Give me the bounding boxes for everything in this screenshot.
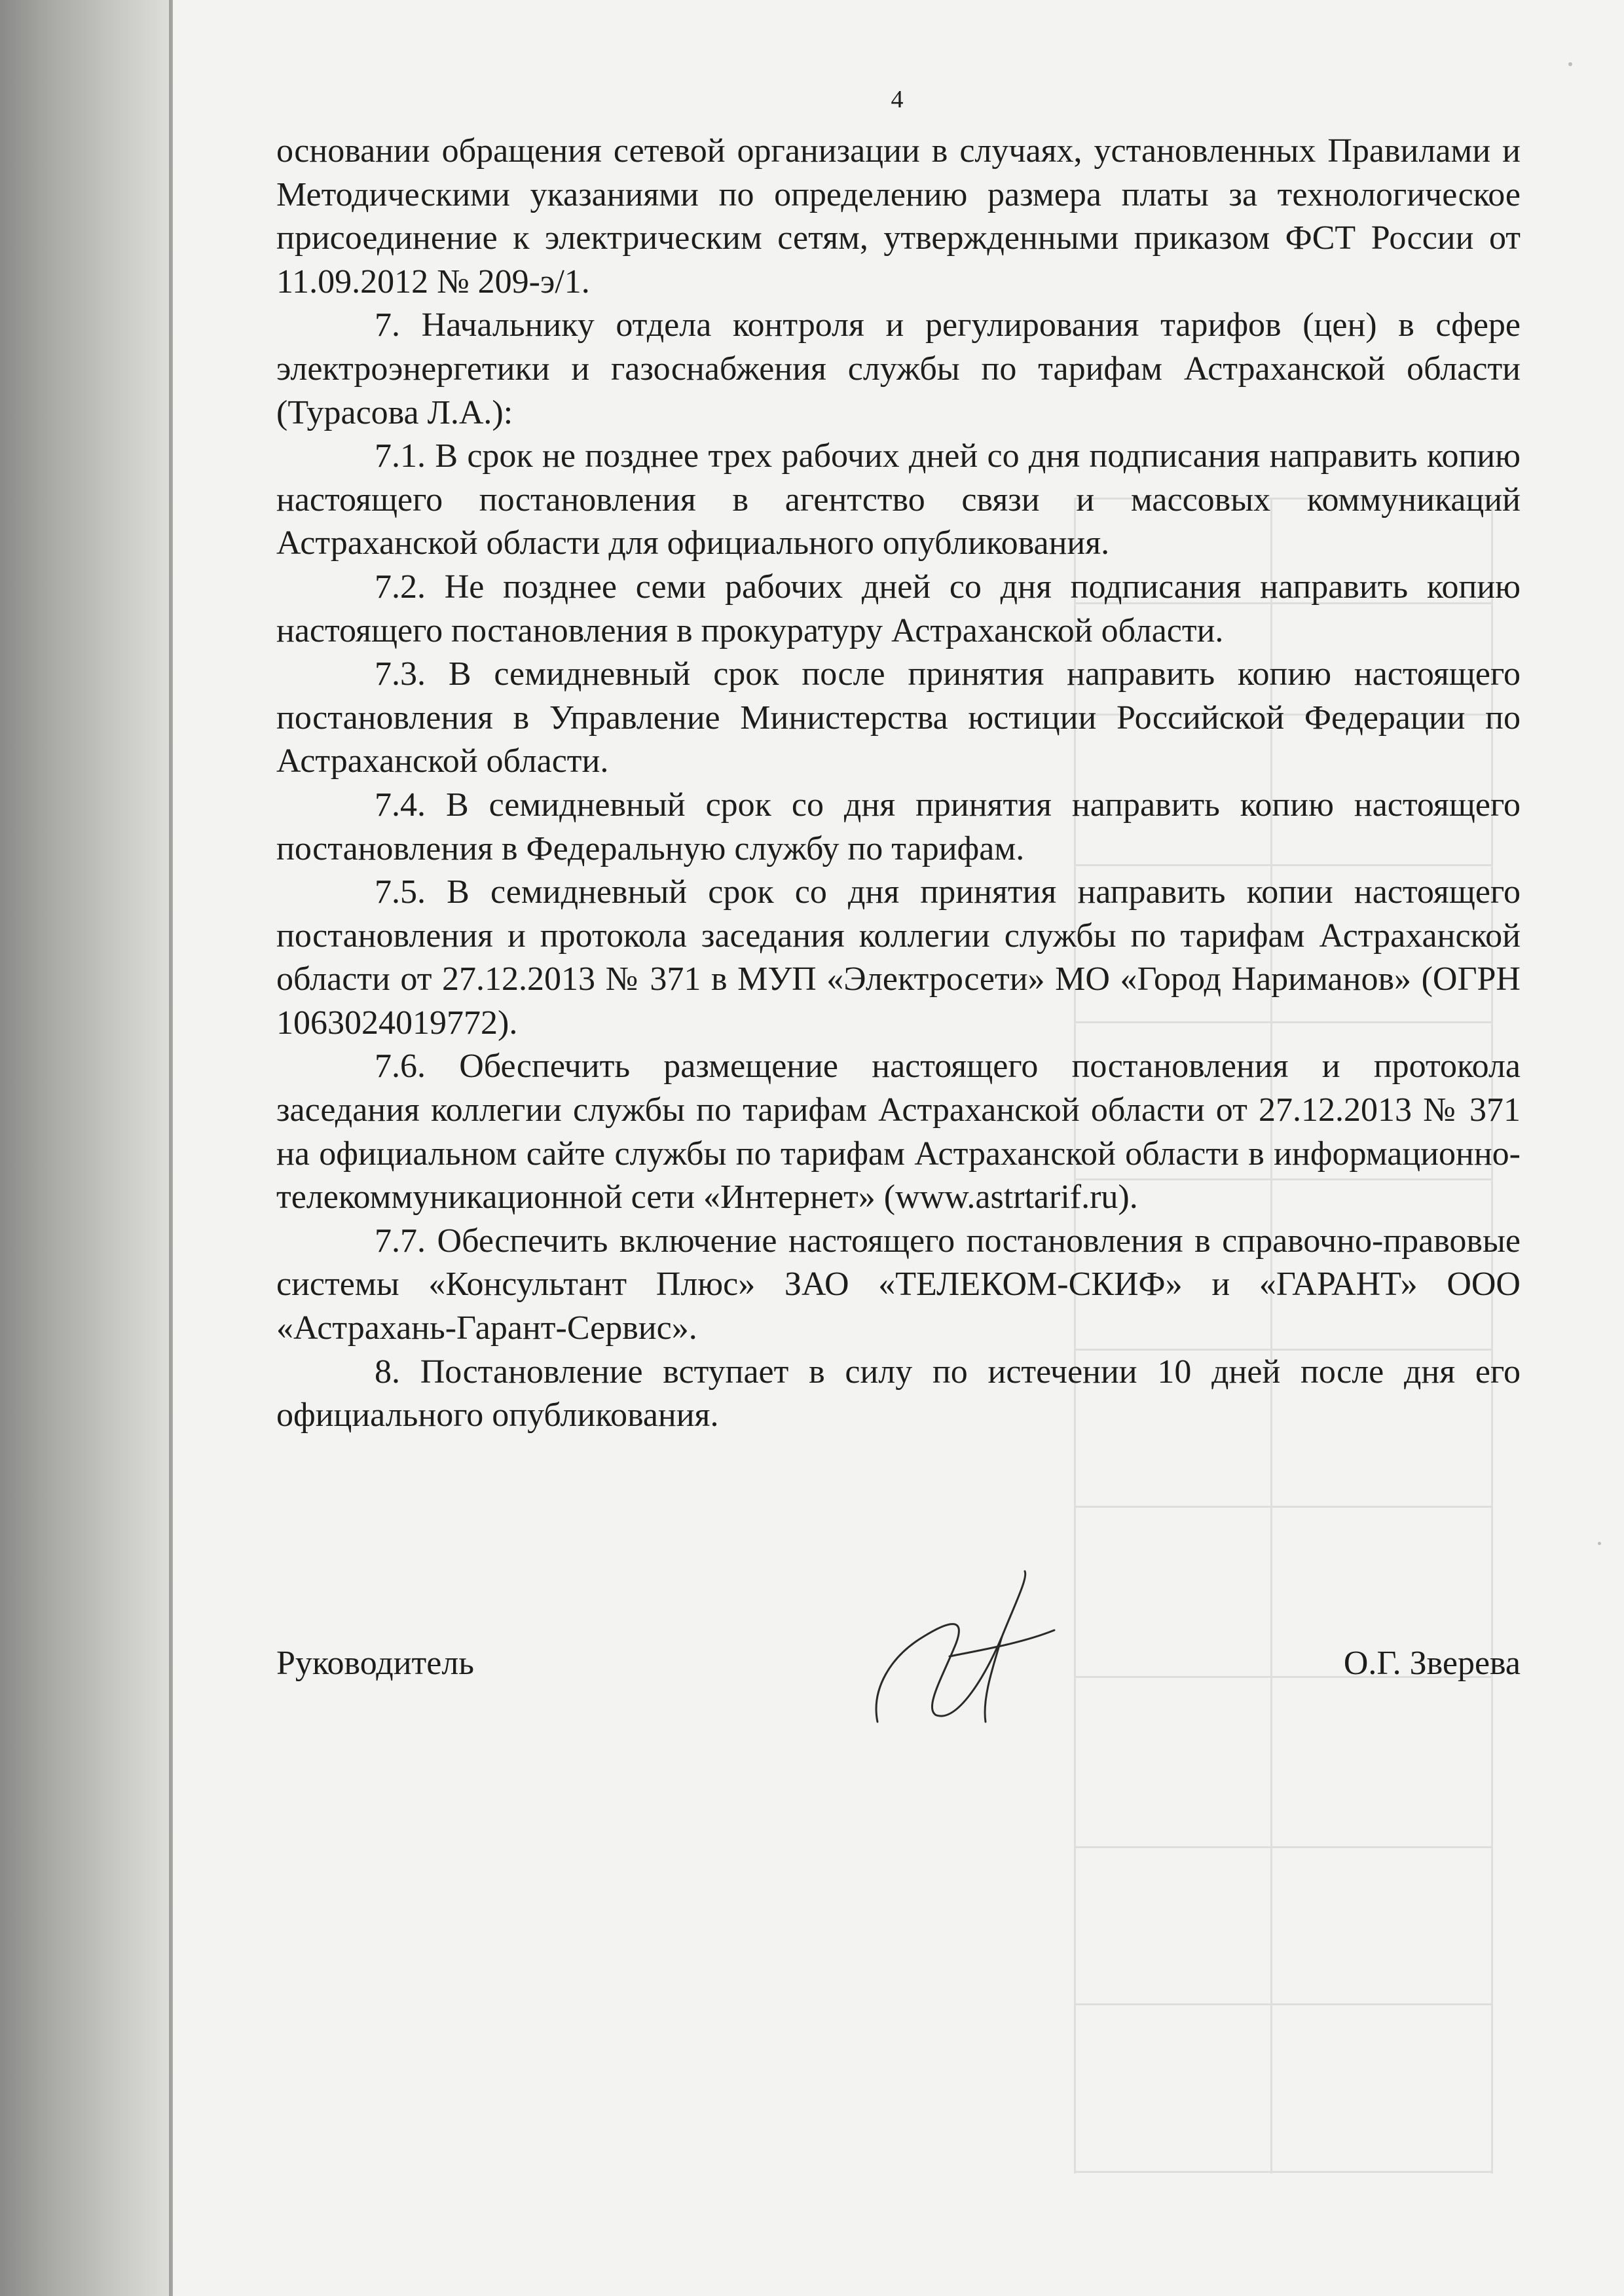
paragraph: 7.7. Обеспечить включение настоящего постановления в справочно-правовые системы «Консультант Плюс» ЗАО «ТЕЛЕКОМ-СКИФ» и «ГАРАНТ» ООО «Астрахань-Гарант-Сервис». [276, 1222, 1521, 1347]
signatory-position: Руководитель [276, 1645, 474, 1682]
paragraph: 7.6. Обеспечить размещение настоящего постановления и протокола заседания коллегии службы по тарифам Астраханской области от 27.12.2013 № 371 на официальном сайте службы по тарифам Астраханской области в информационно-телекоммуникационной сети «Интернет» (www.astrtarif.ru). [276, 1048, 1521, 1216]
page-number: 4 [891, 86, 904, 113]
paragraph: 7. Начальнику отдела контроля и регулирования тарифов (цен) в сфере электроэнергетики и газоснабжения службы по тарифам Астраханской области (Турасова Л.А.): [276, 306, 1521, 431]
document-body [276, 130, 1521, 1438]
signatory-name: О.Г. Зверева [1343, 1645, 1521, 1682]
paragraph: 7.2. Не позднее семи рабочих дней со дня подписания направить копию настоящего постановления в прокуратуру Астраханской области. [276, 568, 1521, 649]
paragraph: основании обращения сетевой организации в случаях, установленных Правилами и Методическими указаниями по определению размера платы за технологическое присоединение к электрическим сетям, утвержденными приказом ФСТ России от 11.09.2012 № 209-э/1. [276, 132, 1521, 301]
paragraph: 7.5. В семидневный срок со дня принятия направить копии настоящего постановления и протокола заседания коллегии службы по тарифам Астраханской области от 27.12.2013 № 371 в МУП «Электросети» МО «Город Нариманов» (ОГРН 1063024019772). [276, 873, 1521, 1042]
paragraph: 8. Постановление вступает в силу по истечении 10 дней после дня его официального опубликования. [276, 1353, 1521, 1434]
scan-speck [1598, 1542, 1601, 1545]
signature-block [276, 1642, 1521, 1688]
paragraph: 7.3. В семидневный срок после принятия направить копию настоящего постановления в Управление Министерства юстиции Российской Федерации по Астраханской области. [276, 655, 1521, 780]
scan-speck [1568, 62, 1572, 66]
paragraph: 7.1. В срок не позднее трех рабочих дней со дня подписания направить копию настоящего постановления в агентство связи и массовых коммуникаций Астраханской области для официального опубликования. [276, 437, 1521, 562]
paragraph: 7.4. В семидневный срок со дня принятия направить копию настоящего постановления в Федеральную службу по тарифам. [276, 786, 1521, 867]
scanner-margin [0, 0, 172, 2296]
